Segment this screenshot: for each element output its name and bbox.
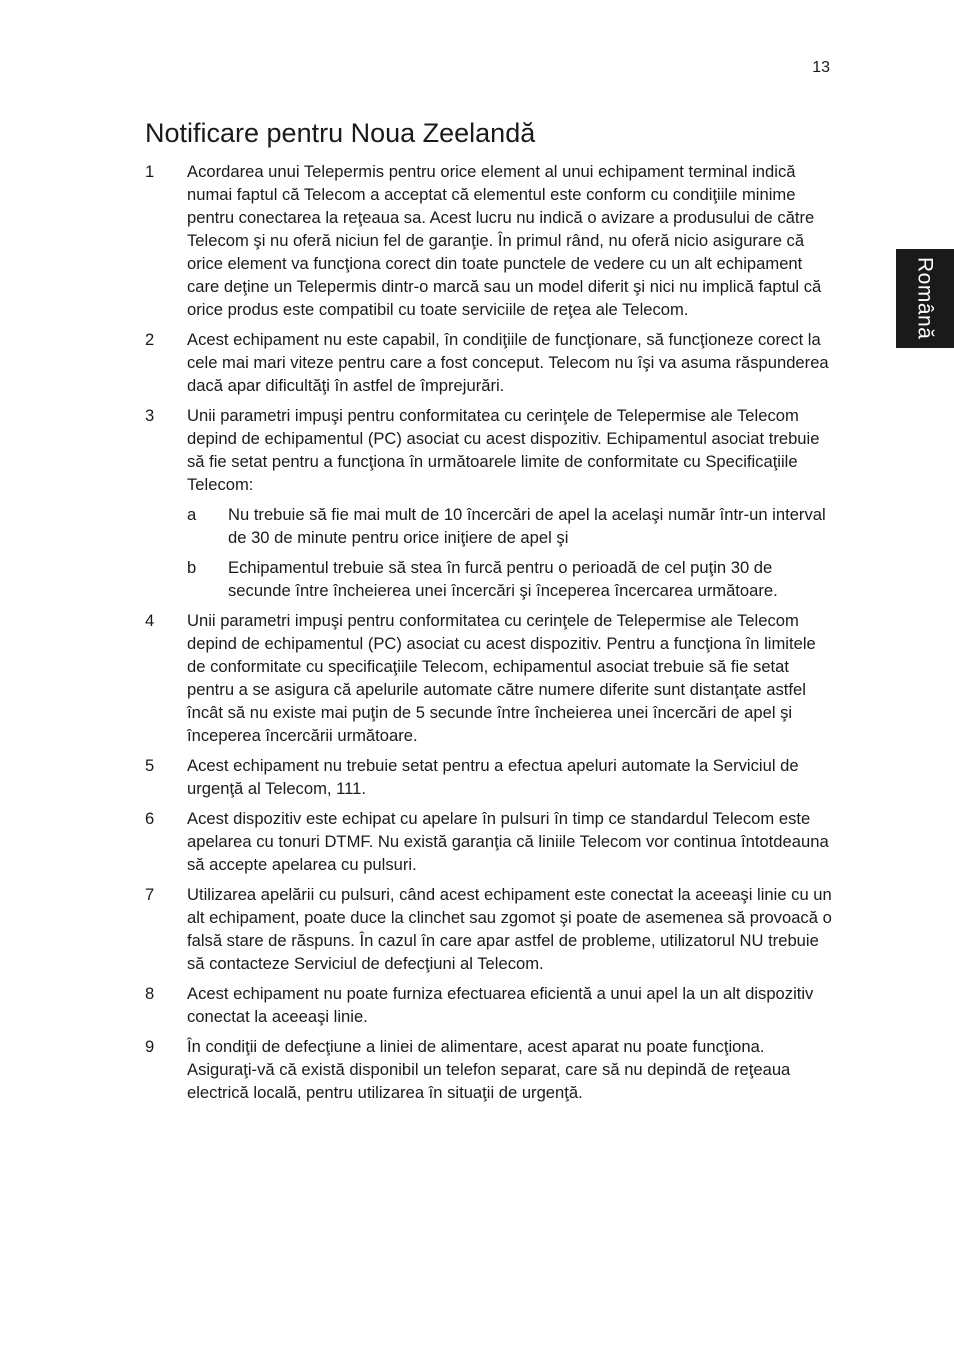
language-tab-label: Română bbox=[913, 257, 937, 340]
list-item-text: Acest echipament nu poate furniza efectuarea eficientă a unui apel la un alt dispozitiv conectat la aceeaşi linie. bbox=[187, 984, 814, 1026]
list-item-2 bbox=[145, 328, 835, 397]
list-item-text: Unii parametri impuşi pentru conformitatea cu cerinţele de Telepermise ale Telecom depind de echipamentul (PC) asociat cu acest dispozitiv. Echipamentul asociat trebuie să fie setat pentru a funcţiona în următoarele limite de conformitate cu Specificaţiile Telecom: bbox=[187, 406, 820, 494]
list-item-number: 4 bbox=[145, 611, 155, 630]
page-title: Notificare pentru Noua Zeelandă bbox=[145, 118, 536, 148]
list-item-text: Acest echipament nu trebuie setat pentru a efectua apeluri automate la Serviciul de urgenţă al Telecom, 111. bbox=[187, 756, 799, 798]
list-item-number: 1 bbox=[145, 162, 155, 181]
sub-item-text: Echipamentul trebuie să stea în furcă pentru o perioadă de cel puţin 30 de secunde între încheierea unei încercări şi începerea încercarea următoare. bbox=[228, 558, 778, 600]
sub-item-b bbox=[187, 556, 835, 602]
list-item-number: 3 bbox=[145, 406, 155, 425]
list-item-number: 7 bbox=[145, 885, 155, 904]
page-number: 13 bbox=[812, 59, 830, 76]
list-item-body bbox=[187, 404, 835, 602]
numbered-list bbox=[145, 160, 835, 1111]
list-item-4 bbox=[145, 609, 835, 747]
sub-item-letter: b bbox=[187, 558, 197, 577]
sub-item-text: Nu trebuie să fie mai mult de 10 încercări de apel la acelaşi număr într-un interval de 30 de minute pentru orice iniţiere de apel şi bbox=[228, 505, 826, 547]
list-item-text: Acest dispozitiv este echipat cu apelare în pulsuri în timp ce standardul Telecom este apelarea cu tonuri DTMF. Nu există garanţia că liniile Telecom vor continua întotdeauna să accepte apelarea cu pulsuri. bbox=[187, 809, 829, 874]
list-item-9 bbox=[145, 1035, 835, 1104]
list-item-number: 2 bbox=[145, 330, 155, 349]
list-item-6 bbox=[145, 807, 835, 876]
sub-item-letter: a bbox=[187, 505, 197, 524]
list-item-text: Acordarea unui Telepermis pentru orice element al unui echipament terminal indică numai faptul că Telecom a acceptat că elementul este conform cu condiţiile minime pentru conectarea la reţeaua sa. Acest lucru nu indică o avizare a produsului de către Telecom şi nu oferă niciun fel de garanţie. În primul rând, nu oferă nicio asigurare că orice element va funcţiona corect din toate punctele de vedere cu un alt echipament care deţine un Telepermis dintr-o marcă sau un model diferit şi nici nu implică faptul că orice produs este compatibil cu toate serviciile de reţea ale Telecom. bbox=[187, 162, 822, 319]
list-item-8 bbox=[145, 982, 835, 1028]
list-item-text: Acest echipament nu este capabil, în condiţiile de funcţionare, să funcţioneze corect la cele mai mari viteze pentru care a fost conceput. Telecom nu îşi va asuma răspunderea dacă apar dificultăţi în astfel de împrejurări. bbox=[187, 330, 829, 395]
list-item-text: Unii parametri impuşi pentru conformitatea cu cerinţele de Telepermise ale Telecom depind de echipamentul (PC) asociat cu acest dispozitiv. Pentru a funcţiona în limitele de conformitate cu specificaţiile Telecom, echipamentul asociat trebuie să fie setat pentru a se asigura că apelurile automate către numere diferite sunt distanţate astfel încât să nu existe mai puţin de 5 secunde între încheierea unei încercări de apel şi începerea încercării următoare. bbox=[187, 611, 816, 745]
list-item-number: 6 bbox=[145, 809, 155, 828]
list-item-number: 5 bbox=[145, 756, 155, 775]
list-item-text: Utilizarea apelării cu pulsuri, când acest echipament este conectat la aceeaşi linie cu un alt echipament, poate duce la clinchet sau zgomot şi poate de asemenea să provoacă o falsă stare de răspuns. În cazul în care apar astfel de probleme, utilizatorul NU trebuie să contacteze Serviciul de defecţiuni al Telecom. bbox=[187, 885, 832, 973]
list-item-3 bbox=[145, 404, 835, 602]
list-item-number: 9 bbox=[145, 1037, 155, 1056]
list-item-text: În condiţii de defecţiune a liniei de alimentare, acest aparat nu poate funcţiona. Asiguraţi-vă că există disponibil un telefon separat, care să nu depindă de reţeaua electrică locală, pentru utilizarea în situaţii de urgenţă. bbox=[187, 1037, 791, 1102]
sub-item-a bbox=[187, 503, 835, 549]
list-item-7 bbox=[145, 883, 835, 975]
list-item-5 bbox=[145, 754, 835, 800]
language-tab bbox=[896, 249, 954, 348]
list-item-1 bbox=[145, 160, 835, 321]
list-item-number: 8 bbox=[145, 984, 155, 1003]
